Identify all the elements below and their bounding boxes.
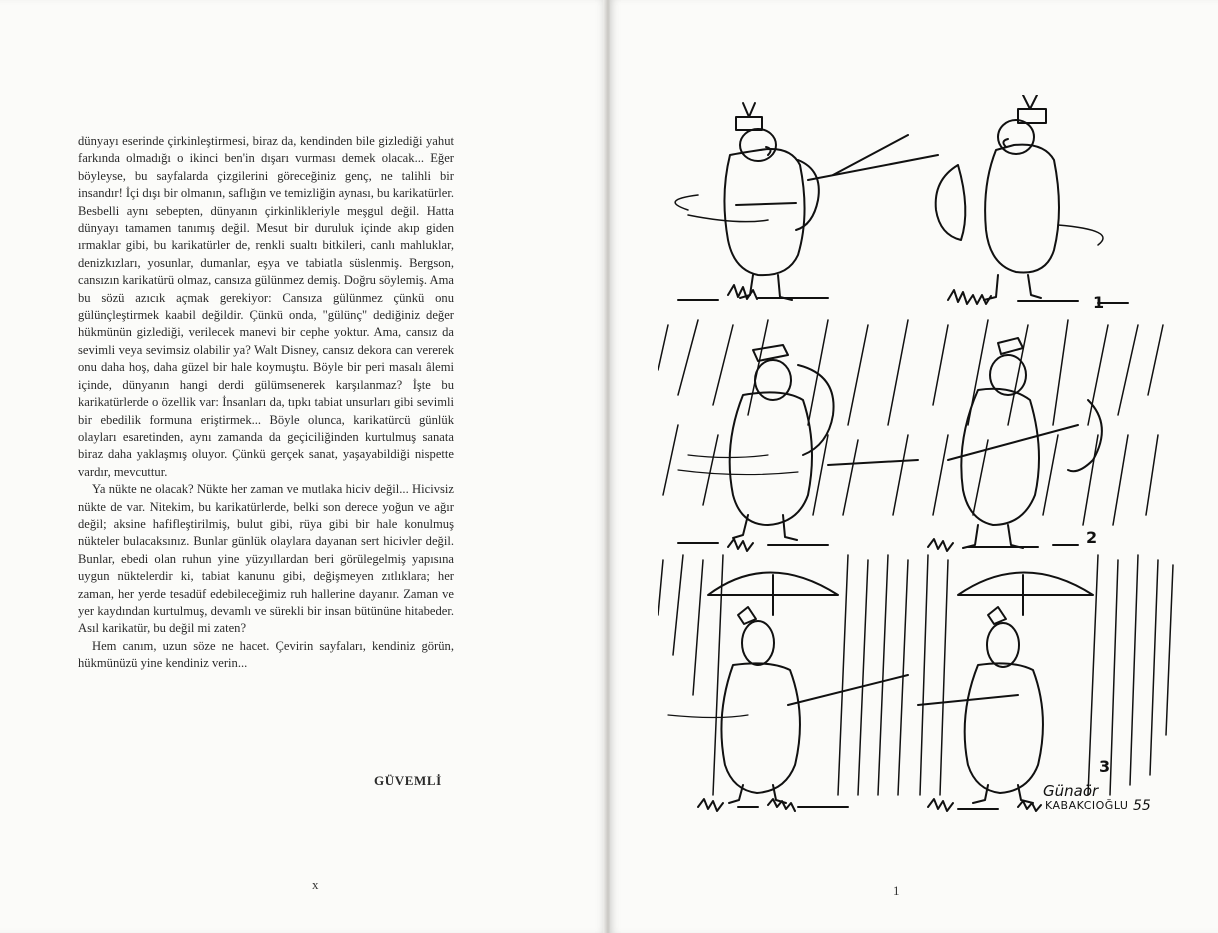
paragraph-1: dünyayı eserinde çirkinleştirmesi, biraz da, kendinden bile gizlediği yahut farkında olmadığı o ikinci ben'in dışarı vurması demek olacak... Eğer böyleyse, bu sayfalarda çizgilerini göreceğiniz genç, ne talihli bir insandır! İçi dışı bir olmanın, saflığın ve temizliğin aynası, bu karikatürler. Besbelli aynı sebepten, dünyanın çirkinlikleriyle meşgul değil. Hatta dünyayı tamamen tanımış değil. Mesut bir duruluk içinde akıp giden ırmaklar gibi, bu karikatürler de, renkli sualtı bitkileri, canlı mahluklar, denizkızları, yosunlar, dumanlar, eşya ve tabiatla süslenmiş. Bergson, cansızın karikatürü olmaz, cansıza gülünmez demiş. Doğru söylemiş. Ama bu sözü azıcık açmak gerekiyor: Cansıza gülünmez çünkü onu gülünçleştirmek kaabil değildir. Çünkü onda, "gülünç" dediğiniz değer hükmünün gizlediği, verilecek manevi bir cephe yoktur. Ama, cansız da sevimli veya sevimsiz olabilir ya? Walt Disney, cansız dekora can vererek onu daha hoş, daha güzel bir hale koymuştu. Böyle bir peri masalı âlemi içinde, dünyanın hangi derdi gülümsenerek karşılanmaz? İşte bu karikatürlerde o özellik var: İnsanları da, tıpkı tabiat unsurları gibi sevimli bir ebedilik formuna eriştirmek... Böyle olunca, karikatürcü günlük olayları esaretinden, aynı zamanda da geçiciliğinden kurtulmuş sanata biraz daha yaklaşmış oluyor. Çünkü gerçek sanat, yaşayabildiği nispette vardır, mevcuttur. (78, 134, 454, 479)
artist-signature (1025, 782, 1175, 822)
left-page (0, 0, 606, 933)
artist-signature-surname: KABAKCIOĞLU (1045, 799, 1129, 812)
paragraph-3: Hem canım, uzun söze ne hacet. Çevirin sayfaları, kendiniz görün, hükmünüzü yine kendiniz verin... (78, 638, 454, 671)
essay-text (78, 133, 454, 673)
cartoon-svg (658, 95, 1178, 835)
panel-1-drawing (675, 95, 1128, 304)
page-number-right: 1 (893, 883, 900, 898)
panel-number-1: 1 (1093, 293, 1105, 312)
panel-number-2: 2 (1086, 528, 1098, 547)
page-number-left: x (312, 877, 319, 892)
artist-signature-year: 55 (1133, 798, 1151, 814)
panel-number-3: 3 (1099, 757, 1111, 776)
paragraph-2: Ya nükte ne olacak? Nükte her zaman ve mutlaka hiciv değil... Hicivsiz nükte de var. Nitekim, bu karikatürlerde, belki son derece yoğun ve ağır değil; aksine hafifleştirilmiş, bulut gibi, rüya gibi bir hale konulmuş nükteler bulacaksınız. Bunlar günlük olaylara dayanan sert hicivler değil. Bunlar, ebedi olan ruhun yine yüzyıllardan beri görülegelmiş yapısına uygun nüktelerdir ki, tabiat kanunu gibi, değişmeyen zıtlıklara; her zaman, her yerde tesadüf edebileceğimiz ruh hallerine dayanır. Zaman ve yer kaydından kurtulmuş, devamlı ve sürekli bir insan bütününe hitabeder. Asıl karikatür, bu değil mi zaten? (78, 482, 454, 636)
artist-signature-first-name: Günaör (1043, 782, 1099, 800)
author-signature: GÜVEMLİ (374, 773, 442, 788)
panel-3-drawing (658, 555, 1173, 811)
panel-2-drawing (658, 320, 1163, 551)
cartoon-illustration (658, 95, 1178, 835)
